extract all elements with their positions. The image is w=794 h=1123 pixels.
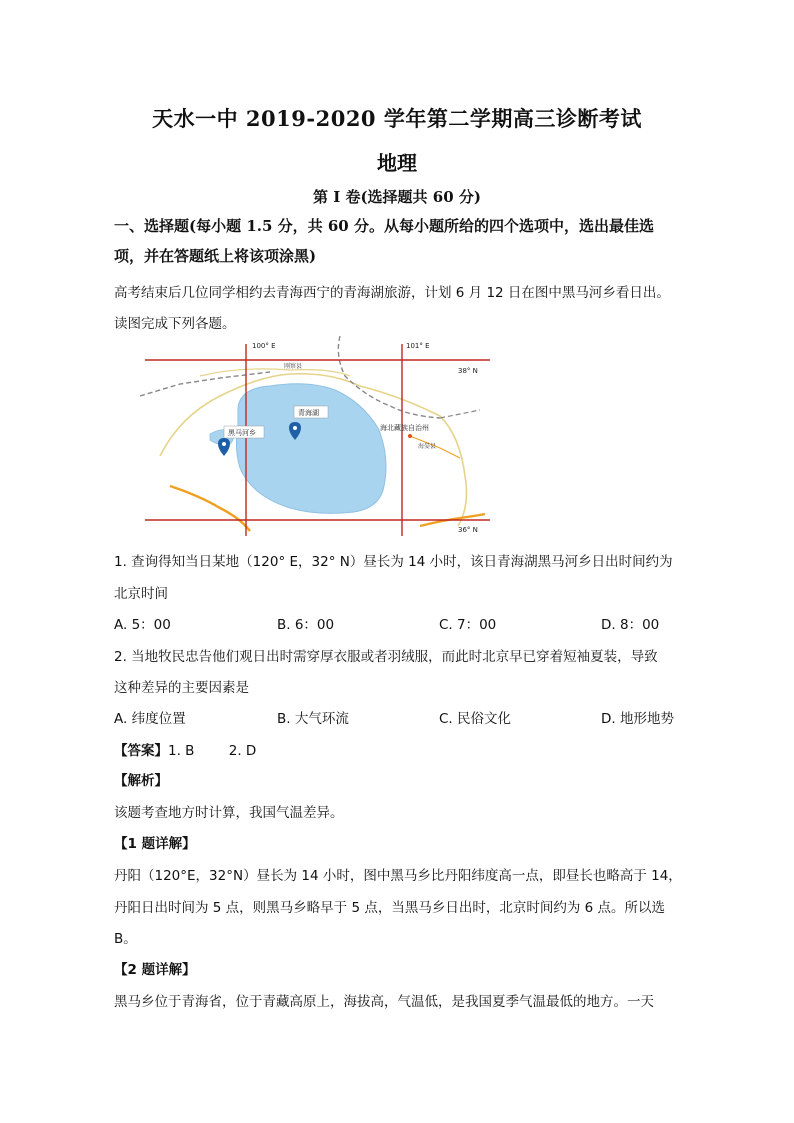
- question-1-line-2: 北京时间: [114, 586, 168, 602]
- option-c[interactable]: C. 7：00: [439, 617, 497, 633]
- answer-label: 【答案】: [114, 743, 168, 759]
- county-top-label: 刚察县: [284, 363, 303, 370]
- option-d[interactable]: D. 8：00: [601, 617, 660, 633]
- option-d[interactable]: D. 地形地势: [601, 711, 674, 727]
- option-c[interactable]: C. 民俗文化: [439, 711, 512, 727]
- prefecture-label: 海北藏族自治州: [380, 424, 429, 432]
- lon-right-label: 101° E: [406, 342, 430, 350]
- question-1-line-1: 1. 查询得知当日某地（120° E，32° N）昼长为 14 小时，该日青海湖黑马河乡日出时间约为: [114, 554, 673, 570]
- instructions-line-1: 一、选择题(每小题 1.5 分，共 60 分。从每小题所给的四个选项中，选出最佳选: [114, 217, 654, 235]
- instructions-line-2: 项，并在答题纸上将该项涂黑): [114, 247, 317, 265]
- option-b[interactable]: B. 6：00: [277, 617, 335, 633]
- exam-title: 天水一中 2019-2020 学年第二学期高三诊断考试: [152, 106, 642, 131]
- q2-analysis-line-1: 黑马乡位于青海省，位于青藏高原上，海拔高，气温低，是我国夏季气温最低的地方。一天: [114, 994, 654, 1010]
- analysis-label: 【解析】: [114, 773, 168, 789]
- lake-label: 青海湖: [298, 409, 319, 417]
- option-a[interactable]: A. 5：00: [114, 617, 171, 633]
- question-2-line-2: 这种差异的主要因素是: [114, 680, 249, 696]
- subject-title: 地理: [377, 151, 417, 175]
- section-title: 第 I 卷(选择题共 60 分): [313, 188, 481, 206]
- q1-analysis-label: 【1 题详解】: [114, 836, 196, 852]
- town-label: 黑马河乡: [228, 429, 256, 437]
- answer-line: [114, 739, 686, 759]
- q2-analysis-label: 【2 题详解】: [114, 962, 196, 978]
- map-figure: [140, 336, 496, 536]
- option-a[interactable]: A. 纬度位置: [114, 711, 186, 727]
- lon-left-label: 100° E: [252, 342, 276, 350]
- intro-line-1: 高考结束后几位同学相约去青海西宁的青海湖旅游，计划 6 月 12 日在图中黑马河乡看日出。: [114, 285, 670, 301]
- lat-bottom-label: 36° N: [458, 526, 478, 534]
- analysis-summary: 该题考查地方时计算，我国气温差异。: [114, 805, 344, 821]
- qinghai-lake-map: [140, 336, 496, 536]
- lat-top-label: 38° N: [458, 367, 478, 375]
- option-b[interactable]: B. 大气环流: [277, 711, 349, 727]
- question-2-line-1: 2. 当地牧民忠告他们观日出时需穿厚衣服或者羽绒服，而此时北京早已穿着短袖夏装，导致: [114, 649, 658, 665]
- q1-analysis-line-2: 丹阳日出时间为 5 点，则黑马乡略早于 5 点，当黑马乡日出时，北京时间约为 6 点。所以选: [114, 900, 666, 916]
- question-1-options: [114, 613, 684, 633]
- q1-analysis-line-1: 丹阳（120°E，32°N）昼长为 14 小时，图中黑马乡比丹阳纬度高一点，即昼长也略高于 14，: [114, 868, 682, 884]
- intro-line-2: 读图完成下列各题。: [114, 316, 236, 332]
- q1-analysis-line-3: B。: [114, 931, 137, 947]
- county-right-label: 海晏县: [418, 443, 437, 450]
- answer-text: 1. B 2. D: [168, 743, 257, 759]
- question-2-options: [114, 707, 684, 727]
